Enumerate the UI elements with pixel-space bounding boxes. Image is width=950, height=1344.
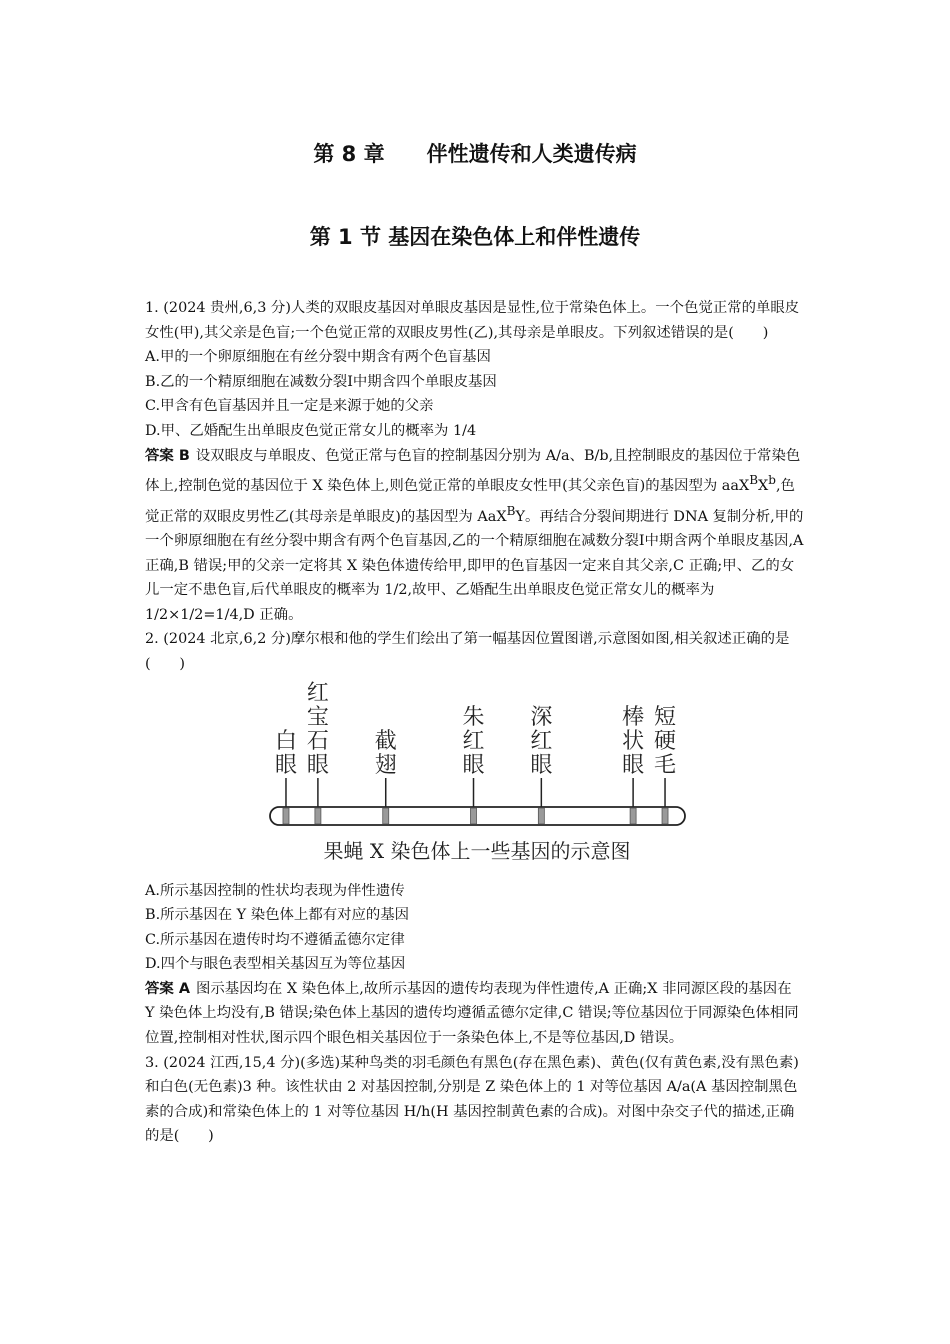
q1-option-b: B.乙的一个精原细胞在减数分裂Ⅰ中期含四个单眼皮基因 bbox=[145, 373, 497, 390]
gene-band-1 bbox=[315, 808, 321, 824]
gene-band-5 bbox=[630, 808, 636, 824]
q2-option-c: C.所示基因在遗传时均不遵循孟德尔定律 bbox=[145, 931, 405, 948]
q2-answer: 答案 A 图示基因均在 X 染色体上,故所示基因的遗传均表现为伴性遗传,A 正确;X 非同源区段的基因在 Y 染色体上均没有,B 错误;染色体上基因的遗传均遵循孟德尔定律,C 错误;等位基因位于同源染色体相同位置,控制相对性状,图示四个眼色相关基因位于一条染色体上,不是等位基因,D 错误。 bbox=[145, 980, 799, 1047]
chromosome-figure bbox=[145, 679, 805, 875]
q1-option-c: C.甲含有色盲基因并且一定是来源于她的父亲 bbox=[145, 398, 434, 415]
gene-label-1: 红宝石眼 bbox=[306, 680, 329, 778]
q1-option-d: D.甲、乙婚配生出单眼皮色觉正常女儿的概率为 1/4 bbox=[145, 422, 477, 439]
gene-label-2: 截翅 bbox=[374, 728, 397, 778]
gene-band-3 bbox=[471, 808, 477, 824]
gene-band-6 bbox=[662, 808, 668, 824]
gene-label-5: 棒状眼 bbox=[622, 704, 645, 778]
gene-label-3: 朱红眼 bbox=[462, 704, 485, 778]
q2-stem: 2. (2024 北京,6,2 分)摩尔根和他的学生们绘出了第一幅基因位置图谱,示意图如图,相关叙述正确的是( ) bbox=[145, 631, 790, 672]
answer-label: 答案 A bbox=[145, 980, 190, 997]
q2-option-a: A.所示基因控制的性状均表现为伴性遗传 bbox=[145, 882, 405, 899]
q1-answer: 答案 B 设双眼皮与单眼皮、色觉正常与色盲的控制基因分别为 A/a、B/b,且控制眼皮的基因位于常染色体上,控制色觉的基因位于 X 染色体上,则色觉正常的单眼皮女性甲(其父亲色盲)的基因型为 $aaX^BX^b$,色觉正常的双眼皮男性乙(其母亲是单眼皮)的基因型为 AaX$^B$Y。再结合分裂间期进行 DNA 复制分析,甲的一个卵原细胞在有丝分裂中期含有两个色盲基因,乙的一个精原细胞在减数分裂Ⅰ中期含两个单眼皮基因,A 正确,B 错误;甲的父亲一定将其 X 染色体遗传给甲,即甲的色盲基因一定来自其父亲,C 正确;甲、乙的女儿一定不患色盲,后代单眼皮的概率为 1/2,故甲、乙婚配生出单眼皮色觉正常女儿的概率为 1/2×1/2=1/4,D 正确。 bbox=[145, 447, 804, 623]
gene-label-6: 短硬毛 bbox=[654, 704, 677, 778]
figure-caption: 果蝇 X 染色体上一些基因的示意图 bbox=[323, 838, 631, 863]
gene-label-0: 白眼 bbox=[274, 728, 297, 778]
gene-band-2 bbox=[383, 808, 389, 824]
question-list bbox=[145, 296, 805, 1149]
answer-key: A bbox=[178, 980, 190, 997]
chromosome-bar bbox=[270, 807, 685, 825]
q1-option-a: A.甲的一个卵原细胞在有丝分裂中期含有两个色盲基因 bbox=[145, 349, 491, 366]
chromosome-svg bbox=[145, 679, 805, 875]
q3-stem: 3. (2024 江西,15,4 分)(多选)某种鸟类的羽毛颜色有黑色(存在黑色素)、黄色(仅有黄色素,没有黑色素)和白色(无色素)3 种。该性状由 2 对基因控制,分别是 Z 染色体上的 1 对等位基因 A/a(A 基因控制黑色素的合成)和常染色体上的 1 对等位基因 H/h(H 基因控制黄色素的合成)。对图中杂交子代的描述,正确的是( ) bbox=[145, 1054, 799, 1145]
chapter-title: 第 8 章 伴性遗传和人类遗传病 bbox=[313, 142, 637, 166]
answer-key: B bbox=[178, 447, 190, 464]
q2-option-b: B.所示基因在 Y 染色体上都有对应的基因 bbox=[145, 907, 410, 924]
gene-label-4: 深红眼 bbox=[530, 704, 553, 778]
section-title: 第 1 节 基因在染色体上和伴性遗传 bbox=[309, 225, 641, 249]
gene-band-0 bbox=[283, 808, 289, 824]
q1-stem: 1. (2024 贵州,6,3 分)人类的双眼皮基因对单眼皮基因是显性,位于常染色体上。一个色觉正常的单眼皮女性(甲),其父亲是色盲;一个色觉正常的双眼皮男性(乙),其母亲是单眼皮。下列叙述错误的是( ) bbox=[145, 300, 800, 341]
q2-option-d: D.四个与眼色表型相关基因互为等位基因 bbox=[145, 956, 406, 973]
answer-label: 答案 B bbox=[145, 447, 190, 464]
gene-band-4 bbox=[538, 808, 544, 824]
